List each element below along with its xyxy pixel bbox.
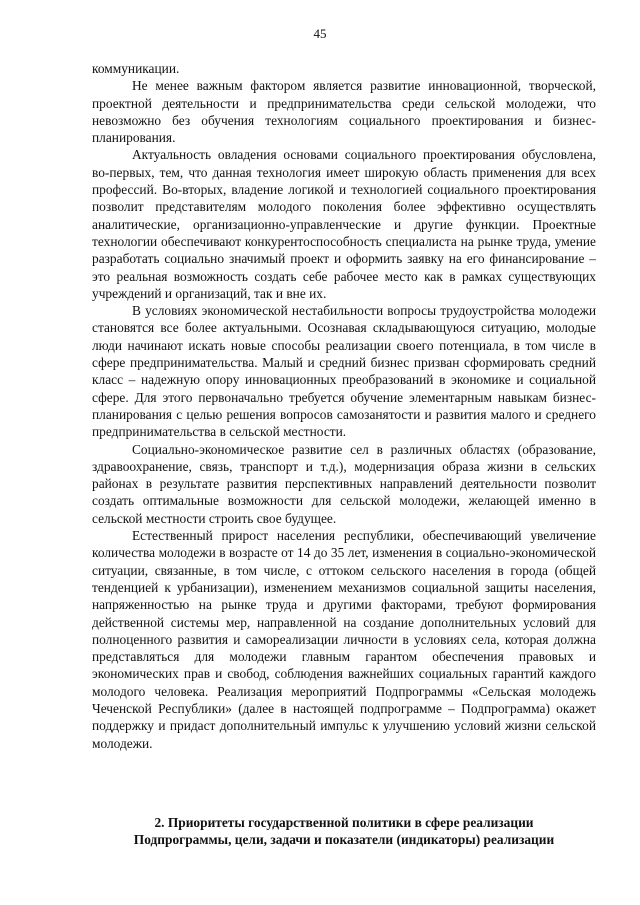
paragraph-innovation: Не менее важным фактором является развитие инновационной, творческой, проектной деятельности и предпринимательства среди сельской молодежи, что невозможно без обучения технологиям социального проектирования и бизнес-планирования. [92, 78, 596, 146]
paragraph-employment: В условиях экономической нестабильности вопросы трудоустройства молодежи становятся все более актуальными. Осознавая складывающуюся ситуацию, молодые люди начинают искать новые способы реализации своего потенциала, в том числе в сфере предпринимательства. Малый и средний бизнес призван сформировать средний класс – надежную опору инновационных преобразований в экономике и социальной сфере. Для этого первоначально требуется обучение элементарным навыкам бизнес-планирования с целью решения вопросов самозанятости и развития малого и среднего предпринимательства в сельской местности. [92, 303, 596, 440]
paragraph-population-growth: Естественный прирост населения республики, обеспечивающий увеличение количества молодежи в возрасте от 14 до 35 лет, изменения в социально-экономической ситуации, связанные, в том числе, с оттоком сельского населения в города (общей тенденцией к урбанизации), изменением механизмов социальной защиты населения, напряженностью на рынке труда и другими факторами, требуют формирования действенной системы мер, направленной на создание дополнительных условий для полноценного развития и самореализации личности в условиях села, которая должна представляться для молодежи главным гарантом обеспечения правовых и экономических прав и свобод, соблюдения важнейших социальных гарантий каждого молодого человека. Реализация мероприятий Подпрограммы «Сельская молодежь Чеченской Республики» (далее в настоящей подпрограмме – Подпрограмма) окажет поддержку и придаст дополнительный импульс к улучшению условий жизни сельской молодежи. [92, 528, 596, 751]
section-heading-line-1: 2. Приоритеты государственной политики в сфере реализации [154, 815, 534, 830]
document-body [92, 60, 596, 752]
section-heading [92, 814, 596, 849]
paragraph-continuation: коммуникации. [92, 61, 180, 76]
paragraph-rural-development: Социально-экономическое развитие сел в различных областях (образование, здравоохранение, связь, транспорт и т.д.), модернизация образа жизни в сельских районах в результате развития перспективных направлений деятельности позволит создать оптимальные возможности для сельской молодежи, желающей именно в сельской местности строить свое будущее. [92, 441, 596, 526]
section-heading-line-2: Подпрограммы, цели, задачи и показатели (индикаторы) реализации [133, 832, 555, 848]
page-number: 45 [313, 26, 327, 41]
paragraph-social-design: Актуальность овладения основами социального проектирования обусловлена, во-первых, тем, что данная технология имеет широкую область применения для всех профессий. Во-вторых, владение логикой и технологией социального проектирования позволит представителям молодого поколения более эффективно осуществлять аналитические, организационно-управленческие и другие функции. Проектные технологии обеспечивают конкурентоспособность специалиста на рынке труда, умение разработать социально значимый проект и оформить заявку на его финансирование – это реальная возможность создать себе рабочее место как в рамках существующих учреждений и организаций, так и вне их. [92, 147, 596, 301]
